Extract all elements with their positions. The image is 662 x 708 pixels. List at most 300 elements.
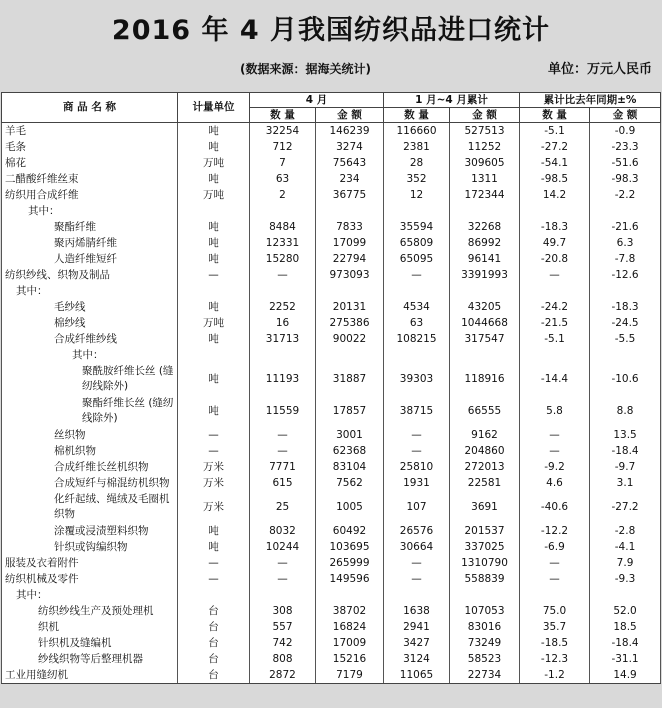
cum-quantity-cell: 3124 <box>384 651 450 667</box>
product-name-cell: 织机 <box>2 619 178 635</box>
april-amount-cell: 22794 <box>316 251 384 267</box>
product-name-cell: 棉机织物 <box>2 443 178 459</box>
unit-cell: — <box>178 571 250 587</box>
april-quantity-cell: 25 <box>250 491 316 523</box>
cum-quantity-cell: 65809 <box>384 235 450 251</box>
cum-amount-cell: 204860 <box>450 443 520 459</box>
yoy-amount-cell: -51.6 <box>590 155 661 171</box>
yoy-amount-cell: -18.4 <box>590 635 661 651</box>
yoy-amount-cell: -5.5 <box>590 331 661 347</box>
unit-cell: 万米 <box>178 491 250 523</box>
product-name-cell: 二醋酸纤维丝束 <box>2 171 178 187</box>
cum-amount-cell: 317547 <box>450 331 520 347</box>
april-amount-cell: 16824 <box>316 619 384 635</box>
unit-cell: 万米 <box>178 459 250 475</box>
april-quantity-cell: 15280 <box>250 251 316 267</box>
header-april-amount: 金 额 <box>316 108 384 123</box>
unit-cell: 吨 <box>178 539 250 555</box>
april-quantity-cell: — <box>250 443 316 459</box>
unit-cell: — <box>178 555 250 571</box>
yoy-amount-cell: 6.3 <box>590 235 661 251</box>
header-cum-quantity: 数 量 <box>384 108 450 123</box>
product-name-cell: 工业用缝纫机 <box>2 667 178 684</box>
april-quantity-cell: 2252 <box>250 299 316 315</box>
product-name-cell: 聚酰胺纤维长丝 (缝纫线除外) <box>2 363 178 395</box>
yoy-amount-cell <box>590 203 661 219</box>
april-quantity-cell: 742 <box>250 635 316 651</box>
table-row <box>2 555 661 571</box>
april-quantity-cell: 63 <box>250 171 316 187</box>
unit-cell <box>178 283 250 299</box>
table-row <box>2 459 661 475</box>
yoy-amount-cell: 18.5 <box>590 619 661 635</box>
cum-amount-cell <box>450 203 520 219</box>
header-yoy-quantity: 数 量 <box>520 108 590 123</box>
cum-amount-cell: 32268 <box>450 219 520 235</box>
cum-amount-cell: 3691 <box>450 491 520 523</box>
yoy-quantity-cell: -18.5 <box>520 635 590 651</box>
yoy-amount-cell: -98.3 <box>590 171 661 187</box>
unit-cell: — <box>178 267 250 283</box>
table-row <box>2 331 661 347</box>
header-name: 商 品 名 称 <box>2 93 178 123</box>
product-name-cell: 合成短纤与棉混纺机织物 <box>2 475 178 491</box>
april-amount-cell: 90022 <box>316 331 384 347</box>
product-name-cell: 羊毛 <box>2 123 178 140</box>
yoy-amount-cell: 3.1 <box>590 475 661 491</box>
april-amount-cell: 7179 <box>316 667 384 684</box>
table-row <box>2 187 661 203</box>
unit-cell <box>178 347 250 363</box>
cum-amount-cell: 272013 <box>450 459 520 475</box>
product-name-cell: 纺织纱线、织物及制品 <box>2 267 178 283</box>
product-name-cell: 棉纱线 <box>2 315 178 331</box>
product-name-cell: 化纤起绒、绳绒及毛圈机织物 <box>2 491 178 523</box>
yoy-amount-cell: -2.8 <box>590 523 661 539</box>
table-row <box>2 603 661 619</box>
yoy-quantity-cell: 4.6 <box>520 475 590 491</box>
cum-amount-cell <box>450 347 520 363</box>
april-quantity-cell: 7771 <box>250 459 316 475</box>
unit-cell: 吨 <box>178 331 250 347</box>
unit-cell: 台 <box>178 667 250 684</box>
cum-quantity-cell <box>384 347 450 363</box>
april-amount-cell: 83104 <box>316 459 384 475</box>
cum-quantity-cell: 28 <box>384 155 450 171</box>
yoy-quantity-cell: 75.0 <box>520 603 590 619</box>
yoy-quantity-cell: 5.8 <box>520 395 590 427</box>
table-row <box>2 235 661 251</box>
header-yoy-amount: 金 额 <box>590 108 661 123</box>
april-amount-cell: 17857 <box>316 395 384 427</box>
yoy-quantity-cell: 14.2 <box>520 187 590 203</box>
unit-cell: 万吨 <box>178 315 250 331</box>
cum-amount-cell: 1044668 <box>450 315 520 331</box>
cum-quantity-cell: — <box>384 443 450 459</box>
yoy-amount-cell <box>590 587 661 603</box>
april-amount-cell: 103695 <box>316 539 384 555</box>
april-quantity-cell: 308 <box>250 603 316 619</box>
unit-cell: 吨 <box>178 251 250 267</box>
april-amount-cell: 3001 <box>316 427 384 443</box>
cum-amount-cell: 118916 <box>450 363 520 395</box>
cum-quantity-cell: — <box>384 555 450 571</box>
table-row <box>2 523 661 539</box>
yoy-quantity-cell: -6.9 <box>520 539 590 555</box>
yoy-quantity-cell: — <box>520 443 590 459</box>
cum-quantity-cell: 1638 <box>384 603 450 619</box>
yoy-amount-cell: 8.8 <box>590 395 661 427</box>
table-row <box>2 427 661 443</box>
cum-quantity-cell: 25810 <box>384 459 450 475</box>
yoy-amount-cell: -0.9 <box>590 123 661 140</box>
april-quantity-cell: 16 <box>250 315 316 331</box>
table-row <box>2 203 661 219</box>
product-name-cell: 纱线织物等后整理机器 <box>2 651 178 667</box>
april-quantity-cell <box>250 203 316 219</box>
yoy-amount-cell: -12.6 <box>590 267 661 283</box>
table-row <box>2 347 661 363</box>
yoy-quantity-cell: -24.2 <box>520 299 590 315</box>
yoy-amount-cell: -2.2 <box>590 187 661 203</box>
april-quantity-cell: 712 <box>250 139 316 155</box>
table-header <box>2 93 661 123</box>
product-name-cell: 聚丙烯腈纤维 <box>2 235 178 251</box>
april-amount-cell: 265999 <box>316 555 384 571</box>
product-name-cell: 聚酯纤维 <box>2 219 178 235</box>
yoy-amount-cell: 52.0 <box>590 603 661 619</box>
header-yoy: 累计比去年同期±% <box>520 93 661 108</box>
april-amount-cell: 149596 <box>316 571 384 587</box>
unit-cell: 台 <box>178 635 250 651</box>
yoy-quantity-cell <box>520 203 590 219</box>
cum-amount-cell: 107053 <box>450 603 520 619</box>
april-amount-cell: 15216 <box>316 651 384 667</box>
header-april: 4 月 <box>250 93 384 108</box>
april-quantity-cell <box>250 283 316 299</box>
unit-cell <box>178 203 250 219</box>
table-row <box>2 619 661 635</box>
product-name-cell: 丝织物 <box>2 427 178 443</box>
cum-amount-cell: 3391993 <box>450 267 520 283</box>
table-row <box>2 395 661 427</box>
april-amount-cell: 234 <box>316 171 384 187</box>
yoy-amount-cell: 13.5 <box>590 427 661 443</box>
unit-cell: 台 <box>178 651 250 667</box>
april-quantity-cell <box>250 587 316 603</box>
yoy-quantity-cell: -20.8 <box>520 251 590 267</box>
cum-quantity-cell: 63 <box>384 315 450 331</box>
cum-quantity-cell: 116660 <box>384 123 450 140</box>
yoy-amount-cell: -7.8 <box>590 251 661 267</box>
cum-quantity-cell: 107 <box>384 491 450 523</box>
cum-amount-cell: 172344 <box>450 187 520 203</box>
cum-quantity-cell: 65095 <box>384 251 450 267</box>
april-amount-cell <box>316 347 384 363</box>
yoy-amount-cell: -10.6 <box>590 363 661 395</box>
product-name-cell: 棉花 <box>2 155 178 171</box>
yoy-quantity-cell: -40.6 <box>520 491 590 523</box>
yoy-amount-cell: -9.7 <box>590 459 661 475</box>
table-row <box>2 475 661 491</box>
yoy-quantity-cell: -1.2 <box>520 667 590 684</box>
yoy-quantity-cell: -12.2 <box>520 523 590 539</box>
product-name-cell: 涂覆或浸渍塑料织物 <box>2 523 178 539</box>
cum-quantity-cell: — <box>384 427 450 443</box>
april-quantity-cell: 31713 <box>250 331 316 347</box>
table-row <box>2 139 661 155</box>
cum-quantity-cell: 2941 <box>384 619 450 635</box>
cum-quantity-cell: 3427 <box>384 635 450 651</box>
product-name-cell: 服装及衣着附件 <box>2 555 178 571</box>
table-row <box>2 283 661 299</box>
product-name-cell: 毛条 <box>2 139 178 155</box>
cum-quantity-cell <box>384 203 450 219</box>
yoy-quantity-cell <box>520 347 590 363</box>
cum-quantity-cell <box>384 283 450 299</box>
yoy-quantity-cell: -21.5 <box>520 315 590 331</box>
april-amount-cell: 146239 <box>316 123 384 140</box>
product-name-cell: 其中： <box>2 587 178 603</box>
table-row <box>2 651 661 667</box>
cum-quantity-cell: 108215 <box>384 331 450 347</box>
april-amount-cell: 17099 <box>316 235 384 251</box>
april-quantity-cell: 32254 <box>250 123 316 140</box>
yoy-amount-cell: -18.3 <box>590 299 661 315</box>
cum-amount-cell: 9162 <box>450 427 520 443</box>
cum-amount-cell: 527513 <box>450 123 520 140</box>
cum-amount-cell: 58523 <box>450 651 520 667</box>
april-quantity-cell: 8484 <box>250 219 316 235</box>
unit-cell: 吨 <box>178 299 250 315</box>
product-name-cell: 合成纤维长丝机织物 <box>2 459 178 475</box>
yoy-quantity-cell: -5.1 <box>520 331 590 347</box>
cum-amount-cell: 337025 <box>450 539 520 555</box>
product-name-cell: 其中： <box>2 283 178 299</box>
unit-cell: 吨 <box>178 363 250 395</box>
product-name-cell: 毛纱线 <box>2 299 178 315</box>
yoy-quantity-cell <box>520 587 590 603</box>
yoy-quantity-cell: — <box>520 427 590 443</box>
april-amount-cell: 973093 <box>316 267 384 283</box>
unit-cell: 万米 <box>178 475 250 491</box>
april-amount-cell: 31887 <box>316 363 384 395</box>
cum-quantity-cell <box>384 587 450 603</box>
cum-amount-cell: 22581 <box>450 475 520 491</box>
data-source-note: (数据来源：据海关统计) <box>240 62 371 76</box>
cum-quantity-cell: 39303 <box>384 363 450 395</box>
table-body <box>2 123 661 684</box>
table-row <box>2 315 661 331</box>
table-row <box>2 363 661 395</box>
meta-row <box>0 60 662 80</box>
table-row <box>2 571 661 587</box>
table-row <box>2 491 661 523</box>
unit-cell <box>178 587 250 603</box>
cum-quantity-cell: 1931 <box>384 475 450 491</box>
april-quantity-cell <box>250 347 316 363</box>
cum-quantity-cell: 352 <box>384 171 450 187</box>
yoy-quantity-cell: -18.3 <box>520 219 590 235</box>
april-amount-cell: 75643 <box>316 155 384 171</box>
unit-cell: 吨 <box>178 395 250 427</box>
unit-cell: 台 <box>178 603 250 619</box>
yoy-amount-cell: -9.3 <box>590 571 661 587</box>
yoy-quantity-cell: -54.1 <box>520 155 590 171</box>
yoy-quantity-cell: 35.7 <box>520 619 590 635</box>
table-row <box>2 443 661 459</box>
april-amount-cell <box>316 203 384 219</box>
cum-quantity-cell: 2381 <box>384 139 450 155</box>
cum-amount-cell: 83016 <box>450 619 520 635</box>
header-unit: 计量单位 <box>178 93 250 123</box>
table-row <box>2 171 661 187</box>
unit-cell: 吨 <box>178 123 250 140</box>
yoy-quantity-cell: -5.1 <box>520 123 590 140</box>
unit-cell: 万吨 <box>178 155 250 171</box>
cum-quantity-cell: 4534 <box>384 299 450 315</box>
yoy-amount-cell: -21.6 <box>590 219 661 235</box>
cum-quantity-cell: 30664 <box>384 539 450 555</box>
april-quantity-cell: 557 <box>250 619 316 635</box>
product-name-cell: 人造纤维短纤 <box>2 251 178 267</box>
april-amount-cell: 17009 <box>316 635 384 651</box>
yoy-quantity-cell: 49.7 <box>520 235 590 251</box>
cum-amount-cell: 1311 <box>450 171 520 187</box>
yoy-amount-cell: -4.1 <box>590 539 661 555</box>
april-quantity-cell: 11193 <box>250 363 316 395</box>
unit-cell: 吨 <box>178 219 250 235</box>
table-row <box>2 251 661 267</box>
table-row <box>2 219 661 235</box>
april-amount-cell: 20131 <box>316 299 384 315</box>
unit-cell: 吨 <box>178 171 250 187</box>
product-name-cell: 聚酯纤维长丝 (缝纫线除外) <box>2 395 178 427</box>
cum-amount-cell: 22734 <box>450 667 520 684</box>
cum-quantity-cell: 38715 <box>384 395 450 427</box>
yoy-amount-cell: 14.9 <box>590 667 661 684</box>
april-amount-cell: 38702 <box>316 603 384 619</box>
unit-cell: 吨 <box>178 139 250 155</box>
april-quantity-cell: — <box>250 427 316 443</box>
product-name-cell: 纺织机械及零件 <box>2 571 178 587</box>
unit-cell: 吨 <box>178 235 250 251</box>
yoy-amount-cell: -24.5 <box>590 315 661 331</box>
yoy-quantity-cell: -98.5 <box>520 171 590 187</box>
yoy-amount-cell: 7.9 <box>590 555 661 571</box>
april-quantity-cell: 808 <box>250 651 316 667</box>
product-name-cell: 针织或钩编织物 <box>2 539 178 555</box>
cum-amount-cell: 96141 <box>450 251 520 267</box>
april-quantity-cell: 12331 <box>250 235 316 251</box>
april-amount-cell: 62368 <box>316 443 384 459</box>
april-amount-cell <box>316 587 384 603</box>
cum-amount-cell: 73249 <box>450 635 520 651</box>
table-row <box>2 299 661 315</box>
cum-amount-cell: 1310790 <box>450 555 520 571</box>
product-name-cell: 其中： <box>2 347 178 363</box>
cum-quantity-cell: 35594 <box>384 219 450 235</box>
table-row <box>2 155 661 171</box>
yoy-quantity-cell: -14.4 <box>520 363 590 395</box>
april-quantity-cell: 7 <box>250 155 316 171</box>
table-row <box>2 587 661 603</box>
cum-amount-cell: 201537 <box>450 523 520 539</box>
yoy-quantity-cell <box>520 283 590 299</box>
unit-cell: 台 <box>178 619 250 635</box>
cum-amount-cell: 558839 <box>450 571 520 587</box>
april-quantity-cell: 615 <box>250 475 316 491</box>
yoy-amount-cell: -27.2 <box>590 491 661 523</box>
import-statistics-table <box>1 92 661 684</box>
april-quantity-cell: 11559 <box>250 395 316 427</box>
april-quantity-cell: 2872 <box>250 667 316 684</box>
cum-quantity-cell: 26576 <box>384 523 450 539</box>
april-amount-cell <box>316 283 384 299</box>
april-amount-cell: 36775 <box>316 187 384 203</box>
april-quantity-cell: — <box>250 267 316 283</box>
product-name-cell: 其中： <box>2 203 178 219</box>
cum-quantity-cell: 11065 <box>384 667 450 684</box>
april-quantity-cell: 8032 <box>250 523 316 539</box>
yoy-amount-cell: -23.3 <box>590 139 661 155</box>
unit-cell: — <box>178 443 250 459</box>
yoy-quantity-cell: — <box>520 571 590 587</box>
april-amount-cell: 60492 <box>316 523 384 539</box>
cum-quantity-cell: 12 <box>384 187 450 203</box>
table-row <box>2 539 661 555</box>
yoy-amount-cell <box>590 347 661 363</box>
cum-amount-cell: 309605 <box>450 155 520 171</box>
yoy-quantity-cell: -9.2 <box>520 459 590 475</box>
unit-note: 单位：万元人民币 <box>547 62 652 77</box>
table-row <box>2 635 661 651</box>
unit-cell: 吨 <box>178 523 250 539</box>
april-quantity-cell: 2 <box>250 187 316 203</box>
april-amount-cell: 3274 <box>316 139 384 155</box>
header-jan-apr: 1 月~4 月累计 <box>384 93 520 108</box>
yoy-quantity-cell: — <box>520 267 590 283</box>
cum-quantity-cell: — <box>384 267 450 283</box>
table-row <box>2 667 661 684</box>
yoy-quantity-cell: -27.2 <box>520 139 590 155</box>
product-name-cell: 针织机及缝编机 <box>2 635 178 651</box>
cum-quantity-cell: — <box>384 571 450 587</box>
april-amount-cell: 1005 <box>316 491 384 523</box>
cum-amount-cell: 43205 <box>450 299 520 315</box>
cum-amount-cell <box>450 283 520 299</box>
product-name-cell: 纺织纱线生产及预处理机 <box>2 603 178 619</box>
april-quantity-cell: — <box>250 571 316 587</box>
yoy-amount-cell: -18.4 <box>590 443 661 459</box>
april-quantity-cell: 10244 <box>250 539 316 555</box>
product-name-cell: 纺织用合成纤维 <box>2 187 178 203</box>
page-title: 2016 年 4 月我国纺织品进口统计 <box>111 15 551 46</box>
yoy-quantity-cell: -12.3 <box>520 651 590 667</box>
header-april-quantity: 数 量 <box>250 108 316 123</box>
header-cum-amount: 金 额 <box>450 108 520 123</box>
cum-amount-cell: 66555 <box>450 395 520 427</box>
april-amount-cell: 275386 <box>316 315 384 331</box>
yoy-amount-cell <box>590 283 661 299</box>
cum-amount-cell: 11252 <box>450 139 520 155</box>
table-row <box>2 267 661 283</box>
april-amount-cell: 7833 <box>316 219 384 235</box>
unit-cell: 万吨 <box>178 187 250 203</box>
yoy-amount-cell: -31.1 <box>590 651 661 667</box>
april-amount-cell: 7562 <box>316 475 384 491</box>
cum-amount-cell: 86992 <box>450 235 520 251</box>
